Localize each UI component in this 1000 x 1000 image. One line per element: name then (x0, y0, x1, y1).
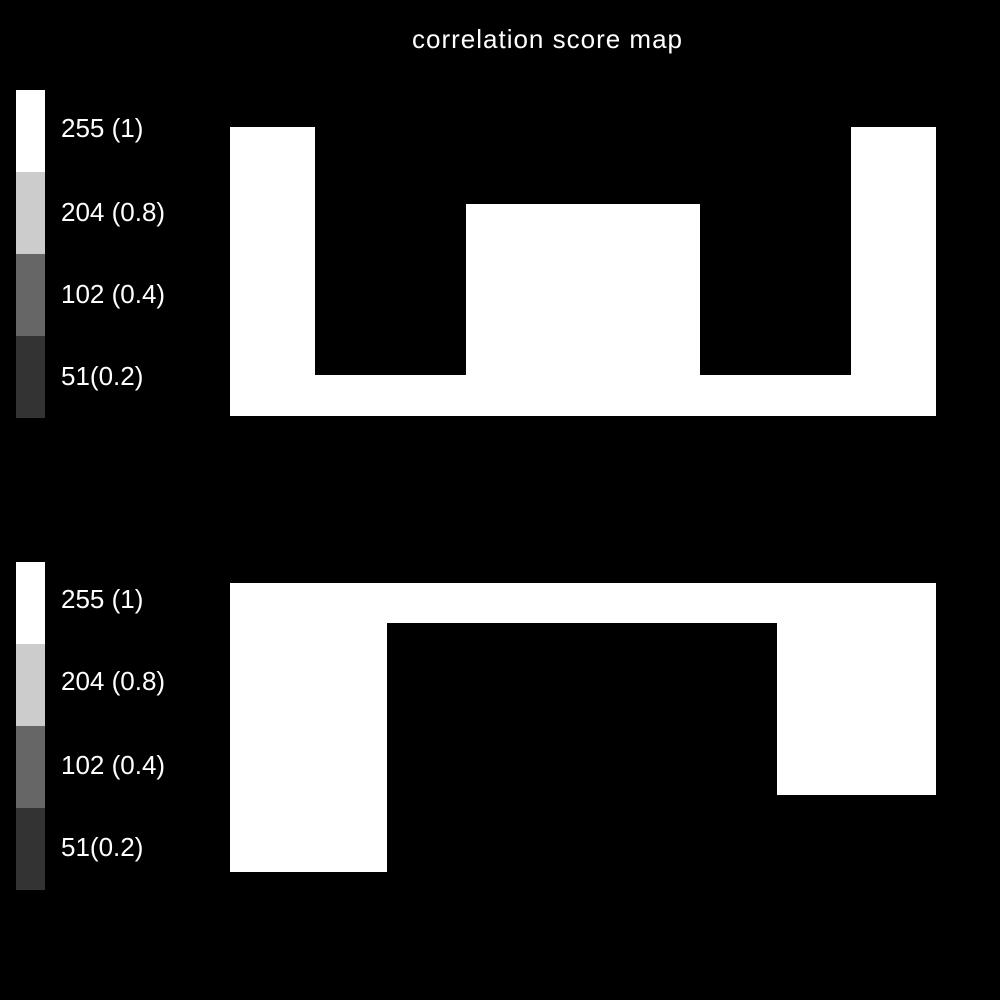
legend-label-255: 255 (1) (61, 113, 144, 143)
top-right-pillar (851, 127, 936, 416)
legend-label-102: 102 (0.4) (61, 279, 166, 309)
legend-label-204: 204 (0.8) (61, 666, 166, 696)
legend-label-51: 51(0.2) (61, 832, 144, 862)
bottom-left-leg (230, 583, 387, 872)
bottom-right-leg (777, 583, 936, 795)
top-left-pillar (230, 127, 315, 416)
score-region-top (230, 127, 936, 416)
legend-label-51: 51(0.2) (61, 361, 144, 391)
top-center-block (466, 204, 700, 416)
legend-label-102: 102 (0.4) (61, 750, 166, 780)
legend-label-255: 255 (1) (61, 584, 144, 614)
legend-label-204: 204 (0.8) (61, 197, 166, 227)
map-title: correlation score map (412, 24, 683, 54)
score-region-bottom (230, 583, 936, 872)
